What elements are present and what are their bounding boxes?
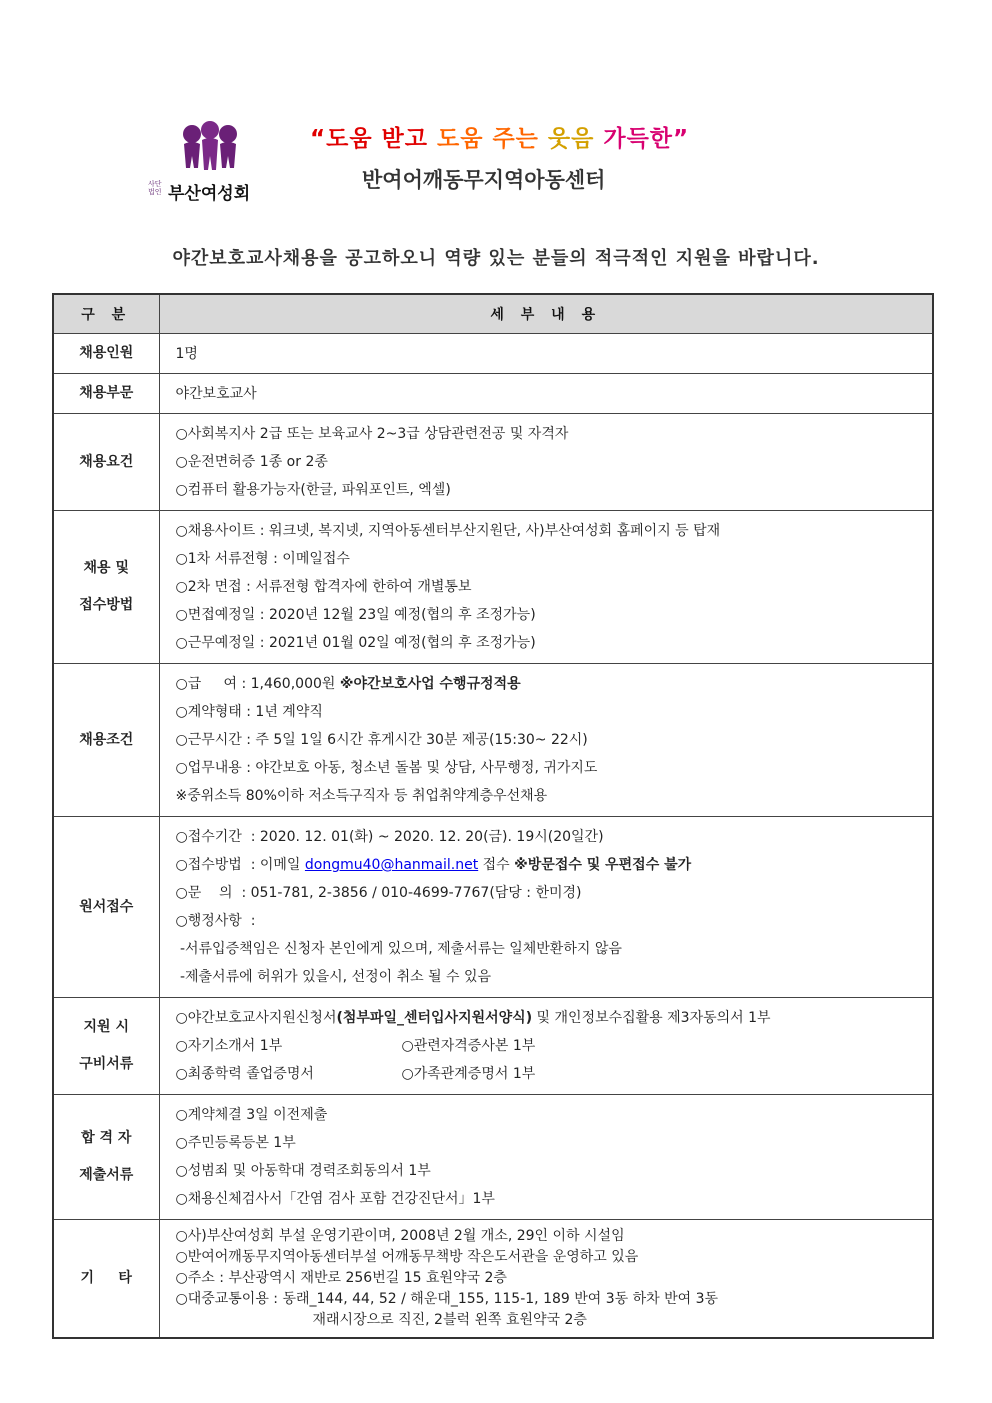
table-row xyxy=(53,414,933,511)
doc-item: ○가족관계증명서 1부 xyxy=(401,1066,536,1082)
label-line-2: 구비서류 xyxy=(79,1056,134,1072)
list-item: ○운전면허증 1종 or 2종 xyxy=(175,454,328,470)
row-label xyxy=(53,511,159,664)
list-item xyxy=(176,1060,917,1088)
table-row xyxy=(53,511,933,664)
recruitment-table xyxy=(52,293,934,1339)
method-text: ○접수방법 : 이메일 xyxy=(175,857,305,873)
center-name: 반여어깨동무지역아동센터 xyxy=(362,168,606,192)
table-header-row xyxy=(53,294,933,334)
row-label: 기 타 xyxy=(53,1220,159,1339)
list-item: ○문 의 : 051-781, 2-3856 / 010-4699-7767(담당 : 한미경) xyxy=(175,885,582,901)
row-value: 야간보호교사 xyxy=(159,374,933,414)
list-item: ○반여어깨동무지역아동센터부설 어깨동무책방 작은도서관을 운영하고 있음 xyxy=(175,1249,639,1265)
list-item xyxy=(176,1004,917,1032)
list-item: ○채용신체검사서「간염 검사 포함 건강진단서」1부 xyxy=(175,1191,495,1207)
list-item: ○계약형태 : 1년 계약직 xyxy=(175,704,323,720)
slogan-part-2: 도움 주는 xyxy=(437,126,548,152)
doc-suffix: 및 개인정보수집활용 제3자동의서 1부 xyxy=(532,1010,771,1026)
salary-note: ※야간보호사업 수행규정적용 xyxy=(339,676,521,692)
list-item: ○2차 면접 : 서류전형 합격자에 한하여 개별통보 xyxy=(175,579,472,595)
row-content xyxy=(159,414,933,511)
method-note: ※방문접수 및 우편접수 불가 xyxy=(514,857,692,873)
row-content xyxy=(159,998,933,1095)
row-label: 채용요건 xyxy=(53,414,159,511)
list-item: ○주소 : 부산광역시 재반로 256번길 15 효원약국 2층 xyxy=(175,1270,507,1286)
slogan-part-1: “도움 받고 xyxy=(310,126,438,152)
table-row xyxy=(53,998,933,1095)
label-line-1: 지원 시 xyxy=(83,1019,129,1035)
row-content xyxy=(159,1095,933,1220)
header xyxy=(140,110,860,210)
list-item: ○계약체결 3일 이전제출 xyxy=(175,1107,328,1123)
logo-subtitle: 사단법인 xyxy=(148,180,162,196)
row-value: 1명 xyxy=(159,334,933,374)
label-line-1: 합 격 자 xyxy=(81,1130,132,1146)
announcement: 야간보호교사채용을 공고하오니 역량 있는 분들의 적극적인 지원을 바랍니다. xyxy=(172,248,820,269)
row-label xyxy=(53,1095,159,1220)
list-item xyxy=(176,851,917,879)
list-item: ○면접예정일 : 2020년 12월 23일 예정(협의 후 조정가능) xyxy=(175,607,536,623)
table-row xyxy=(53,374,933,414)
label-line-2: 접수방법 xyxy=(79,597,134,613)
list-item: ○성범죄 및 아동학대 경력조회동의서 1부 xyxy=(175,1163,431,1179)
list-item: ○사회복지사 2급 또는 보육교사 2~3급 상담관련전공 및 자격자 xyxy=(175,426,569,442)
row-label xyxy=(53,998,159,1095)
row-label: 원서접수 xyxy=(53,817,159,998)
list-item: -제출서류에 허위가 있을시, 선정이 취소 될 수 있음 xyxy=(175,969,492,985)
list-item: ○대중교통이용 : 동래_144, 44, 52 / 해운대_155, 115-1, 189 반여 3동 하차 반여 3동 xyxy=(175,1291,719,1307)
list-item: ○사)부산여성회 부설 운영기관이며, 2008년 2월 개소, 29인 이하 시설임 xyxy=(175,1228,625,1244)
row-label: 채용부문 xyxy=(53,374,159,414)
slogan xyxy=(310,120,689,153)
doc-attachment: (첨부파일_센터입사지원서양식) xyxy=(336,1010,533,1026)
list-item: ○행정사항 : xyxy=(175,913,256,929)
slogan-part-3: 웃음 xyxy=(547,126,604,152)
list-item: ○접수기간 : 2020. 12. 01(화) ~ 2020. 12. 20(금). 19시(20일간) xyxy=(175,829,604,845)
table-row xyxy=(53,1095,933,1220)
list-item: ※중위소득 80%이하 저소득구직자 등 취업취약계층우선채용 xyxy=(175,788,548,804)
row-label: 채용인원 xyxy=(53,334,159,374)
label-line-1: 채용 및 xyxy=(83,560,129,576)
method-mid: 접수 xyxy=(478,857,515,873)
list-item: ○근무시간 : 주 5일 1일 6시간 휴게시간 30분 제공(15:30~ 22시) xyxy=(175,732,588,748)
email-link[interactable]: dongmu40@hanmail.net xyxy=(304,857,479,873)
table-row xyxy=(53,334,933,374)
header-category: 구 분 xyxy=(53,294,159,334)
row-content xyxy=(159,664,933,817)
slogan-part-4: 가득한” xyxy=(603,126,690,152)
list-item: ○주민등록등본 1부 xyxy=(175,1135,296,1151)
list-item: ○1차 서류전형 : 이메일접수 xyxy=(175,551,350,567)
table-row xyxy=(53,1220,933,1339)
header-details: 세 부 내 용 xyxy=(159,294,933,334)
doc-item: ○관련자격증사본 1부 xyxy=(401,1038,536,1054)
row-content xyxy=(159,1220,933,1339)
doc-text: ○야간보호교사지원신청서 xyxy=(175,1010,337,1026)
list-item: ○채용사이트 : 워크넷, 복지넷, 지역아동센터부산지원단, 사)부산여성회 홈페이지 등 탑재 xyxy=(175,523,721,539)
table-row xyxy=(53,664,933,817)
list-item: ○업무내용 : 야간보호 아동, 청소년 돌봄 및 상담, 사무행정, 귀가지도 xyxy=(175,760,598,776)
doc-item: ○자기소개서 1부 xyxy=(175,1038,283,1054)
doc-item: ○최종학력 졸업증명서 xyxy=(175,1066,314,1082)
label-line-2: 제출서류 xyxy=(79,1167,134,1183)
list-item: ○근무예정일 : 2021년 01월 02일 예정(협의 후 조정가능) xyxy=(175,635,536,651)
logo-text: 부산여성회 xyxy=(168,184,251,204)
list-item xyxy=(176,670,917,698)
list-item xyxy=(176,1032,917,1060)
row-content xyxy=(159,511,933,664)
people-logo-icon xyxy=(148,116,278,180)
list-item: ○컴퓨터 활용가능자(한글, 파워포인트, 엑셀) xyxy=(175,482,451,498)
list-item: -서류입증책임은 신청자 본인에게 있으며, 제출서류는 일체반환하지 않음 xyxy=(175,941,622,957)
table-row xyxy=(53,817,933,998)
busan-womens-association-logo xyxy=(148,116,278,206)
list-item: 재래시장으로 직진, 2블럭 왼쪽 효원약국 2층 xyxy=(312,1312,587,1328)
row-content xyxy=(159,817,933,998)
salary-text: ○급 여 : 1,460,000원 xyxy=(175,676,340,692)
row-label: 채용조건 xyxy=(53,664,159,817)
